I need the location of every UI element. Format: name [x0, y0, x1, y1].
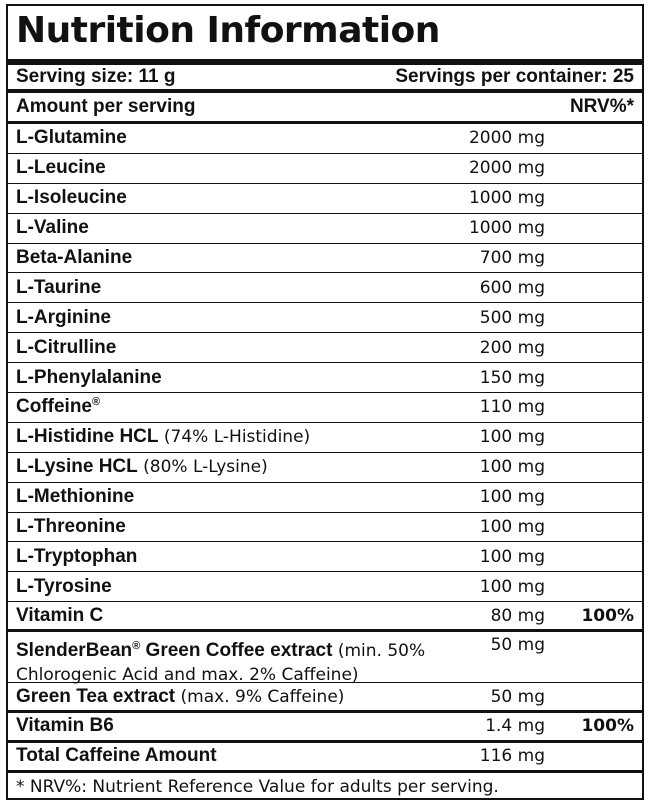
nutrient-row	[8, 363, 642, 393]
nutrient-name: L-Isoleucine	[16, 187, 127, 209]
nutrient-name: SlenderBean® Green Coffee extract (min. 50% Chlorogenic Acid and max. 2% Caffeine)	[16, 640, 426, 686]
nutrient-row	[8, 513, 642, 543]
nutrient-row	[8, 154, 642, 184]
servings-per-container: Servings per container: 25	[395, 66, 634, 87]
serving-row	[8, 65, 642, 93]
nutrient-name: L-Leucine	[16, 157, 106, 179]
nutrition-panel	[6, 4, 644, 800]
nutrient-row	[8, 453, 642, 483]
nutrient-name: Beta-Alanine	[16, 247, 133, 268]
nutrient-amount: 500 mg	[479, 307, 545, 328]
nutrient-row	[8, 423, 642, 453]
footnote: * NRV%: Nutrient Reference Value for adults per serving.	[16, 776, 499, 797]
nutrient-row	[8, 244, 642, 274]
serving-size: Serving size: 11 g	[16, 66, 176, 87]
nutrient-name: Coffeine®	[16, 396, 101, 418]
nutrient-amount: 80 mg	[490, 605, 545, 626]
nutrient-name: Vitamin C	[16, 604, 104, 626]
nutrient-amount: 50 mg	[490, 686, 545, 707]
nutrient-name: L-Valine	[16, 217, 89, 239]
nutrient-name: L-Citrulline	[16, 336, 117, 358]
nutrient-name: L-Phenylalanine	[16, 366, 162, 388]
nutrient-amount: 200 mg	[479, 337, 545, 358]
nutrient-amount: 100 mg	[479, 457, 545, 478]
nutrient-amount: 110 mg	[479, 397, 545, 418]
nutrient-row	[8, 124, 642, 154]
nutrient-name: L-Taurine	[16, 276, 102, 298]
nutrient-name: L-Tryptophan	[16, 545, 138, 567]
nutrient-amount: 1000 mg	[468, 188, 545, 209]
nrv-header: NRV%*	[569, 96, 634, 117]
nutrient-amount: 1.4 mg	[485, 716, 545, 737]
panel-title: Nutrition Information	[8, 6, 642, 65]
nutrient-row-green-tea	[8, 683, 642, 713]
nutrient-amount: 600 mg	[479, 277, 545, 298]
nutrient-row-vitamin-b6	[8, 713, 642, 743]
nutrient-amount: 1000 mg	[468, 218, 545, 239]
nutrient-amount: 100 mg	[479, 427, 545, 448]
nutrient-row-green-coffee	[8, 632, 642, 686]
nutrient-amount: 50 mg	[490, 635, 545, 656]
nutrient-name: L-Glutamine	[16, 127, 127, 149]
total-caffeine-label: Total Caffeine Amount	[16, 745, 217, 767]
nutrient-name: L-Lysine HCL (80% L-Lysine)	[16, 456, 268, 478]
nutrient-nrv: 100%	[581, 605, 634, 626]
nutrient-amount: 100 mg	[479, 546, 545, 567]
nutrient-rows	[8, 124, 642, 632]
nutrient-amount: 100 mg	[479, 487, 545, 508]
nutrient-row	[8, 393, 642, 423]
footnote-row	[8, 773, 642, 803]
nutrient-amount: 2000 mg	[468, 128, 545, 149]
nutrient-amount: 100 mg	[479, 576, 545, 597]
amount-per-serving-header: Amount per serving	[16, 96, 196, 117]
nutrient-name: L-Arginine	[16, 306, 111, 328]
nutrient-name: Green Tea extract (max. 9% Caffeine)	[16, 685, 345, 707]
nutrient-amount: 100 mg	[479, 517, 545, 538]
nutrient-row	[8, 483, 642, 513]
nutrient-row	[8, 602, 642, 632]
nutrient-row	[8, 184, 642, 214]
nutrient-row	[8, 572, 642, 602]
nutrient-row	[8, 214, 642, 244]
nutrient-row	[8, 273, 642, 303]
nutrient-name: L-Threonine	[16, 516, 126, 538]
column-header-row	[8, 93, 642, 124]
nutrient-amount: 700 mg	[479, 248, 545, 268]
nutrient-amount: 150 mg	[479, 367, 545, 388]
nutrient-row	[8, 542, 642, 572]
nutrient-nrv: 100%	[581, 716, 634, 737]
nutrient-row	[8, 303, 642, 333]
total-caffeine-row	[8, 743, 642, 773]
nutrient-name: Vitamin B6	[16, 715, 114, 737]
nutrient-amount: 2000 mg	[468, 158, 545, 179]
nutrient-row	[8, 333, 642, 363]
total-caffeine-amount: 116 mg	[479, 746, 545, 767]
nutrient-name: L-Histidine HCL (74% L-Histidine)	[16, 426, 311, 448]
nutrient-name: L-Methionine	[16, 486, 135, 508]
nutrient-name: L-Tyrosine	[16, 575, 112, 597]
